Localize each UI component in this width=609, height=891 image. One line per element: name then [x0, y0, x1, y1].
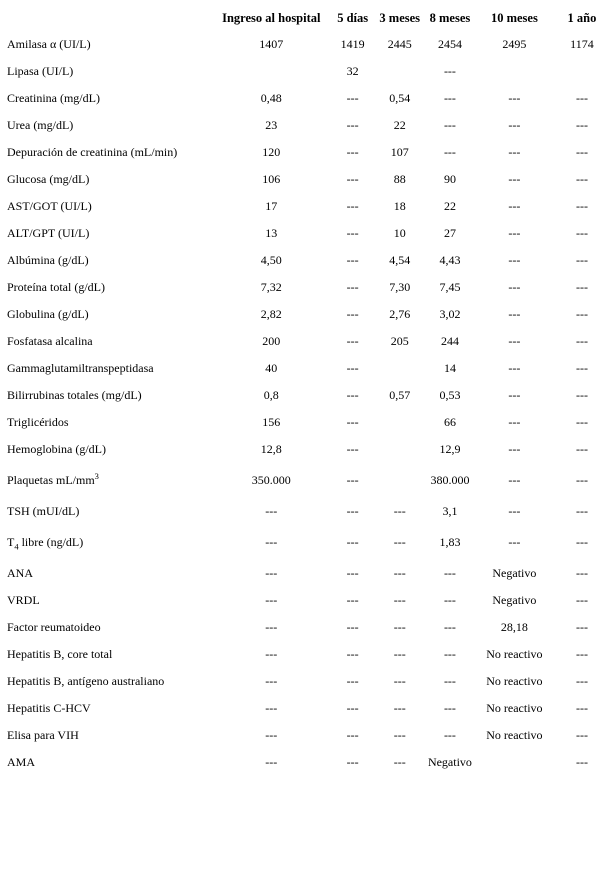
table-cell: 88 [393, 172, 406, 186]
table-cell: --- [575, 566, 588, 580]
table-cell: 90 [443, 172, 456, 186]
table-cell: --- [508, 535, 521, 549]
table-cell: 2495 [502, 37, 527, 51]
table-cell: --- [265, 535, 278, 549]
table-row [5, 58, 609, 85]
table-cell: --- [443, 728, 456, 742]
table-cell: 22 [393, 118, 406, 132]
row-label-text: Elisa para VIH [7, 728, 79, 742]
row-label [5, 328, 211, 355]
row-label [5, 247, 211, 274]
column-header: 8 meses [429, 10, 471, 25]
row-label [5, 560, 211, 587]
table-cell: --- [508, 334, 521, 348]
table-row [5, 525, 609, 560]
table-cell: 28,18 [500, 620, 528, 634]
table-row [5, 139, 609, 166]
row-label-text: Hepatitis B, antígeno australiano [7, 674, 165, 688]
table-cell: --- [575, 253, 588, 267]
table-cell: --- [575, 199, 588, 213]
column-header: 5 días [337, 10, 369, 25]
table-cell [474, 58, 555, 85]
table-cell: --- [575, 647, 588, 661]
table-cell [211, 58, 332, 85]
row-label [5, 166, 211, 193]
row-label-rest: libre (ng/dL) [18, 535, 84, 549]
table-cell: No reactivo [486, 728, 543, 742]
table-row [5, 328, 609, 355]
table-cell [373, 409, 426, 436]
table-row [5, 166, 609, 193]
table-cell: --- [575, 226, 588, 240]
row-label-text: ALT/GPT (UI/L) [7, 226, 90, 240]
table-row [5, 641, 609, 668]
row-label [5, 498, 211, 525]
table-row [5, 749, 609, 776]
header-row [5, 5, 609, 31]
table-cell: --- [508, 361, 521, 375]
row-label-text: ANA [7, 566, 33, 580]
table-cell: --- [393, 647, 406, 661]
table-cell: --- [346, 253, 359, 267]
row-label-text: Proteína total (g/dL) [7, 280, 105, 294]
table-cell: --- [393, 755, 406, 769]
table-cell: --- [508, 473, 521, 487]
table-cell: 4,54 [389, 253, 411, 267]
table-cell: --- [346, 442, 359, 456]
row-label [5, 85, 211, 112]
row-label-text: Lipasa (UI/L) [7, 64, 74, 78]
table-row [5, 587, 609, 614]
row-label [5, 382, 211, 409]
table-cell: --- [575, 504, 588, 518]
table-cell: 107 [390, 145, 409, 159]
table-cell: --- [575, 145, 588, 159]
row-label-text: TSH (mUI/dL) [7, 504, 80, 518]
table-cell: --- [346, 728, 359, 742]
table-row [5, 301, 609, 328]
table-row [5, 668, 609, 695]
table-cell: --- [443, 145, 456, 159]
table-cell: Negativo [427, 755, 472, 769]
row-label [5, 409, 211, 436]
table-cell [555, 58, 609, 85]
table-cell: --- [346, 566, 359, 580]
table-cell: --- [346, 388, 359, 402]
row-label [5, 695, 211, 722]
row-label-text: AST/GOT (UI/L) [7, 199, 92, 213]
table-cell: --- [575, 361, 588, 375]
table-cell: --- [346, 118, 359, 132]
table-cell: 7,30 [389, 280, 411, 294]
table-row [5, 560, 609, 587]
table-cell: --- [346, 674, 359, 688]
row-label-text: Gammaglutamiltranspeptidasa [7, 361, 154, 375]
row-label [5, 58, 211, 85]
table-cell: --- [346, 647, 359, 661]
row-label-text: Urea (mg/dL) [7, 118, 74, 132]
table-cell: --- [575, 442, 588, 456]
row-label [5, 614, 211, 641]
table-cell: --- [393, 728, 406, 742]
table-header [5, 5, 609, 31]
table-cell: --- [346, 504, 359, 518]
table-cell: --- [508, 199, 521, 213]
table-cell: 205 [390, 334, 409, 348]
row-label [5, 587, 211, 614]
table-cell: --- [443, 647, 456, 661]
row-label-text: Hemoglobina (g/dL) [7, 442, 106, 456]
table-cell: --- [575, 473, 588, 487]
table-cell: --- [508, 145, 521, 159]
row-label [5, 525, 211, 560]
table-cell: 2454 [437, 37, 462, 51]
table-cell: No reactivo [486, 701, 543, 715]
table-cell: --- [575, 674, 588, 688]
row-label-text: Albúmina (g/dL) [7, 253, 89, 267]
table-cell: 27 [443, 226, 456, 240]
row-label [5, 668, 211, 695]
table-cell: --- [508, 307, 521, 321]
table-cell: --- [443, 620, 456, 634]
row-label-text: Hepatitis C-HCV [7, 701, 91, 715]
table-cell: 23 [265, 118, 278, 132]
table-row [5, 614, 609, 641]
row-label [5, 220, 211, 247]
table-row [5, 31, 609, 58]
table-cell: --- [575, 535, 588, 549]
table-cell: --- [443, 566, 456, 580]
table-row [5, 220, 609, 247]
table-cell: --- [508, 172, 521, 186]
row-label-text: Fosfatasa alcalina [7, 334, 93, 348]
table-cell: --- [575, 701, 588, 715]
table-cell: --- [346, 307, 359, 321]
table-cell: --- [346, 280, 359, 294]
table-cell: 18 [393, 199, 406, 213]
table-cell: --- [443, 64, 456, 78]
table-cell: --- [508, 280, 521, 294]
header-cell-blank [5, 5, 211, 31]
table-cell: --- [575, 334, 588, 348]
table-cell: --- [346, 145, 359, 159]
lab-results-table [5, 5, 609, 776]
row-label-text: Glucosa (mg/dL) [7, 172, 90, 186]
column-header: 3 meses [379, 10, 421, 25]
table-row [5, 112, 609, 139]
table-cell: 0,53 [439, 388, 461, 402]
table-cell: --- [346, 172, 359, 186]
row-label [5, 31, 211, 58]
table-cell: 4,50 [260, 253, 282, 267]
table-cell: --- [346, 199, 359, 213]
table-cell: --- [508, 226, 521, 240]
table-row [5, 247, 609, 274]
table-row [5, 436, 609, 463]
row-label [5, 463, 211, 498]
table-cell: --- [393, 535, 406, 549]
table-cell: --- [393, 674, 406, 688]
row-label-superscript: 3 [94, 471, 99, 481]
table-row [5, 85, 609, 112]
table-row [5, 695, 609, 722]
table-cell: 106 [262, 172, 281, 186]
table-cell: 7,45 [439, 280, 461, 294]
table-cell [373, 58, 426, 85]
table-cell: --- [346, 334, 359, 348]
table-cell: --- [346, 755, 359, 769]
row-label [5, 355, 211, 382]
row-label-text: Plaquetas mL/mm [7, 473, 95, 487]
table-cell: --- [508, 504, 521, 518]
row-label [5, 112, 211, 139]
table-cell: 0,54 [389, 91, 411, 105]
table-cell: --- [265, 674, 278, 688]
table-cell: --- [575, 728, 588, 742]
table-cell: 244 [440, 334, 459, 348]
table-cell: 2,82 [260, 307, 282, 321]
row-label-text: Depuración de creatinina (mL/min) [7, 145, 178, 159]
table-cell: --- [346, 473, 359, 487]
table-cell: 14 [443, 361, 456, 375]
table-cell: --- [265, 620, 278, 634]
table-cell: --- [393, 504, 406, 518]
table-cell [373, 463, 426, 498]
table-cell: 1174 [570, 37, 594, 51]
table-cell: --- [575, 118, 588, 132]
table-cell: --- [265, 593, 278, 607]
table-cell: 380.000 [430, 473, 470, 487]
table-cell: 0,48 [260, 91, 282, 105]
row-label-text: Amilasa α (UI/L) [7, 37, 91, 51]
row-label [5, 193, 211, 220]
column-header: 1 año [567, 10, 597, 25]
table-cell: 12,8 [260, 442, 282, 456]
row-label [5, 749, 211, 776]
table-cell: 3,1 [442, 504, 458, 518]
table-cell: --- [265, 647, 278, 661]
table-cell: --- [265, 566, 278, 580]
table-cell: --- [346, 620, 359, 634]
row-label-text: Creatinina (mg/dL) [7, 91, 100, 105]
row-label-subscript: 4 [14, 541, 19, 552]
table-cell: 0,57 [389, 388, 411, 402]
table-row [5, 463, 609, 498]
table-cell: --- [575, 91, 588, 105]
table-cell: --- [346, 91, 359, 105]
row-label [5, 641, 211, 668]
table-cell: --- [393, 701, 406, 715]
table-cell: 12,9 [439, 442, 461, 456]
table-row [5, 498, 609, 525]
table-cell: --- [393, 566, 406, 580]
table-cell: --- [346, 701, 359, 715]
table-cell: 200 [262, 334, 281, 348]
table-cell: --- [508, 388, 521, 402]
table-cell: No reactivo [486, 674, 543, 688]
table-cell: --- [575, 172, 588, 186]
table-row [5, 193, 609, 220]
row-label-text: AMA [7, 755, 36, 769]
table-cell: --- [575, 620, 588, 634]
table-cell: --- [393, 593, 406, 607]
table-cell: --- [265, 701, 278, 715]
row-label-text: Triglicéridos [7, 415, 69, 429]
table-cell [373, 355, 426, 382]
table-cell: --- [443, 91, 456, 105]
row-label-text: Factor reumatoideo [7, 620, 101, 634]
table-cell: --- [508, 415, 521, 429]
row-label-text: Globulina (g/dL) [7, 307, 89, 321]
table-cell: 1407 [259, 37, 284, 51]
table-cell: Negativo [492, 566, 537, 580]
table-cell: --- [575, 755, 588, 769]
row-label-text: T [7, 535, 15, 549]
table-cell: 3,02 [439, 307, 461, 321]
table-row [5, 274, 609, 301]
table-cell: Negativo [492, 593, 537, 607]
table-cell [474, 749, 555, 776]
table-cell: --- [508, 91, 521, 105]
table-cell: --- [508, 253, 521, 267]
table-row [5, 355, 609, 382]
table-cell: 32 [346, 64, 359, 78]
table-cell: --- [443, 118, 456, 132]
table-cell: --- [346, 415, 359, 429]
row-label-text: VRDL [7, 593, 40, 607]
table-cell: --- [575, 388, 588, 402]
row-label [5, 139, 211, 166]
table-cell: --- [575, 593, 588, 607]
table-body [5, 31, 609, 776]
table-cell: 17 [265, 199, 278, 213]
table-cell: --- [508, 118, 521, 132]
table-cell: 4,43 [439, 253, 461, 267]
table-row [5, 382, 609, 409]
row-label [5, 274, 211, 301]
table-cell: 40 [265, 361, 278, 375]
column-header: 10 meses [490, 10, 538, 25]
table-cell: --- [265, 504, 278, 518]
table-cell: 350.000 [251, 473, 291, 487]
table-cell: --- [346, 361, 359, 375]
row-label-text: Bilirrubinas totales (mg/dL) [7, 388, 142, 402]
table-cell: --- [443, 674, 456, 688]
table-cell: 2,76 [389, 307, 411, 321]
table-cell: --- [575, 280, 588, 294]
table-cell: 156 [262, 415, 281, 429]
table-cell [373, 436, 426, 463]
table-cell: --- [265, 728, 278, 742]
row-label-text: Hepatitis B, core total [7, 647, 113, 661]
table-cell: --- [575, 307, 588, 321]
row-label [5, 301, 211, 328]
table-cell: --- [393, 620, 406, 634]
column-header: Ingreso al hospital [222, 10, 321, 25]
table-cell: 13 [265, 226, 278, 240]
row-label [5, 436, 211, 463]
table-cell: --- [346, 226, 359, 240]
table-cell: 22 [443, 199, 456, 213]
table-cell: --- [508, 442, 521, 456]
table-cell: --- [265, 755, 278, 769]
table-cell: --- [346, 593, 359, 607]
table-cell: 2445 [387, 37, 412, 51]
table-row [5, 722, 609, 749]
table-row [5, 409, 609, 436]
table-cell: 66 [443, 415, 456, 429]
table-cell: 0,8 [263, 388, 279, 402]
row-label [5, 722, 211, 749]
table-cell: --- [443, 593, 456, 607]
table-cell: 7,32 [260, 280, 282, 294]
table-cell: 10 [393, 226, 406, 240]
table-cell: 1,83 [439, 535, 461, 549]
table-cell: --- [443, 701, 456, 715]
table-cell: 1419 [340, 37, 365, 51]
table-cell: --- [346, 535, 359, 549]
table-cell: 120 [262, 145, 281, 159]
table-cell: No reactivo [486, 647, 543, 661]
table-cell: --- [575, 415, 588, 429]
